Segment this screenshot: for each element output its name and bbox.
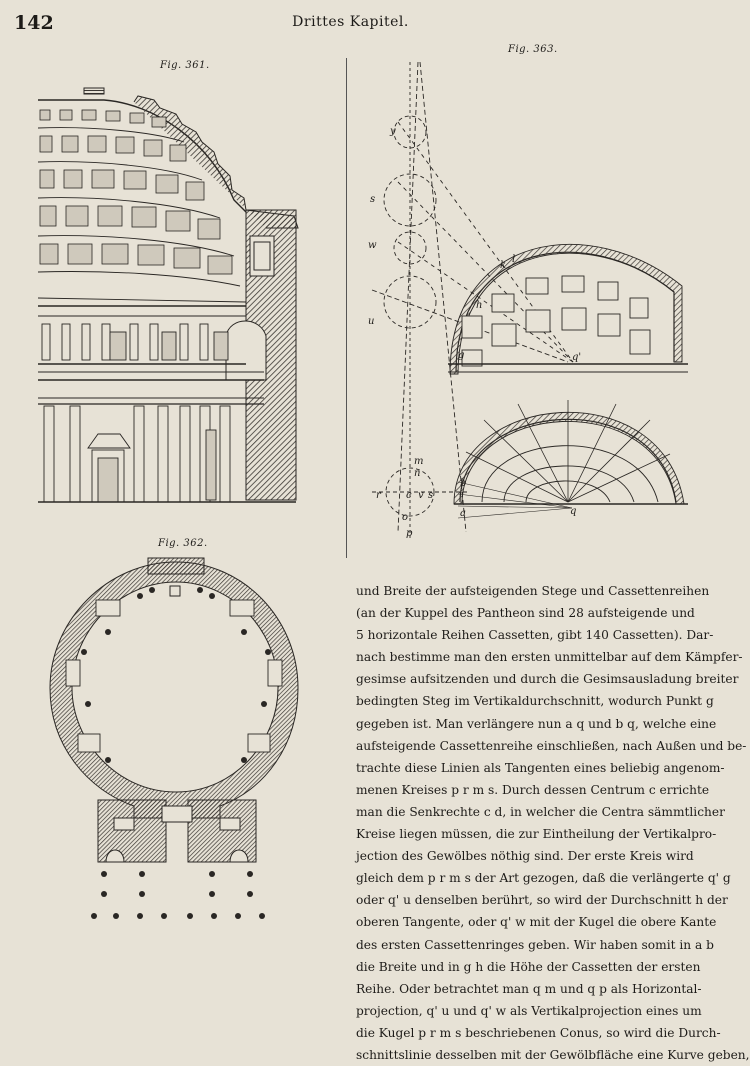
fig-363-label: a (460, 508, 466, 519)
fig-363-coffer-construction (358, 62, 694, 542)
fig-363-label: m (414, 456, 424, 467)
text-line: die Kugel p r m s beschriebenen Conus, so wird die Durch- (356, 1025, 721, 1040)
fig-361-caption: Fig. 361. (160, 60, 210, 71)
text-line: und Breite der aufsteigenden Stege und Cassettenreihen (356, 584, 710, 598)
text-line: projection, q' u und q' w als Vertikalprojection eines um (356, 1003, 702, 1018)
text-line: 5 horizontale Reihen Cassetten, gibt 140 Cassetten). Dar- (356, 628, 714, 643)
text-line: oberen Tangente, oder q' w mit der Kugel die obere Kante (356, 915, 717, 930)
fig-363-label: q (570, 506, 577, 517)
text-line: gleich dem p r m s der Art gezogen, daß die verlängerte q' g (356, 871, 731, 886)
fig-363-label: b (460, 478, 467, 489)
fig-363-label: k (500, 260, 507, 271)
page-number: 142 (14, 12, 54, 34)
text-line: aufsteigende Cassettenreihe einschließen, nach Außen und be- (356, 738, 747, 753)
text-line: oder q' u denselben berührt, so wird der Durchschnitt h der (356, 893, 728, 908)
fig-363-label: s (370, 194, 376, 205)
text-line: die Breite und in g h die Höhe der Cassetten der ersten (356, 959, 701, 974)
text-line: des ersten Cassettenringes geben. Wir haben somit in a b (356, 937, 714, 952)
fig-363-label: o (402, 512, 409, 523)
text-line: menen Kreises p r m s. Durch dessen Centrum c errichte (356, 782, 710, 797)
text-line: (an der Kuppel des Pantheon sind 28 aufsteigende und (356, 606, 695, 621)
text-line: gegeben ist. Man verlängere nun a q und b q, welche eine (356, 716, 717, 731)
body-text (356, 580, 750, 1066)
fig-363-label: l (512, 254, 516, 265)
fig-363-caption: Fig. 363. (508, 44, 558, 55)
column-rule (346, 58, 347, 558)
fig-363-label: n (414, 468, 421, 479)
fig-363-label: u (368, 316, 375, 327)
fig-363-label: y (390, 126, 396, 137)
text-line: schnittslinie desselben mit der Gewölbfläche eine Kurve geben, (356, 1047, 750, 1062)
text-line: bedingten Steg im Vertikaldurchschnitt, wodurch Punkt g (356, 694, 714, 709)
fig-363-label: p (406, 528, 413, 539)
fig-363-label: r (376, 490, 381, 501)
fig-363-label: c (406, 490, 412, 501)
text-line: Reihe. Oder betrachtet man q m und q p als Horizontal- (356, 981, 702, 996)
fig-363-label: s (428, 490, 434, 501)
text-line: nach bestimme man den ersten unmittelbar auf dem Kämpfer- (356, 650, 743, 665)
fig-362-caption: Fig. 362. (158, 538, 208, 549)
fig-363-label: w (368, 240, 377, 251)
fig-361-pantheon-section (34, 80, 342, 510)
text-line: man die Senkrechte c d, in welcher die Centra sämmtlicher (356, 804, 725, 819)
fig-363-label: g (458, 350, 465, 361)
fig-362-pantheon-plan (44, 556, 312, 926)
fig-363-label: h (476, 300, 483, 311)
fig-363-label: q' (572, 352, 582, 363)
page-header (0, 0, 701, 44)
text-line: Kreise liegen müssen, die zur Eintheilung der Vertikalpro- (356, 827, 717, 842)
text-line: gesimse aufsitzenden und durch die Gesimsausladung breiter (356, 672, 739, 687)
fig-363-label: v (418, 490, 424, 501)
text-line: trachte diese Linien als Tangenten eines beliebig angenom- (356, 760, 725, 775)
running-title: Drittes Kapitel. (292, 14, 409, 30)
text-line: jection des Gewölbes nöthig sind. Der erste Kreis wird (356, 849, 694, 864)
